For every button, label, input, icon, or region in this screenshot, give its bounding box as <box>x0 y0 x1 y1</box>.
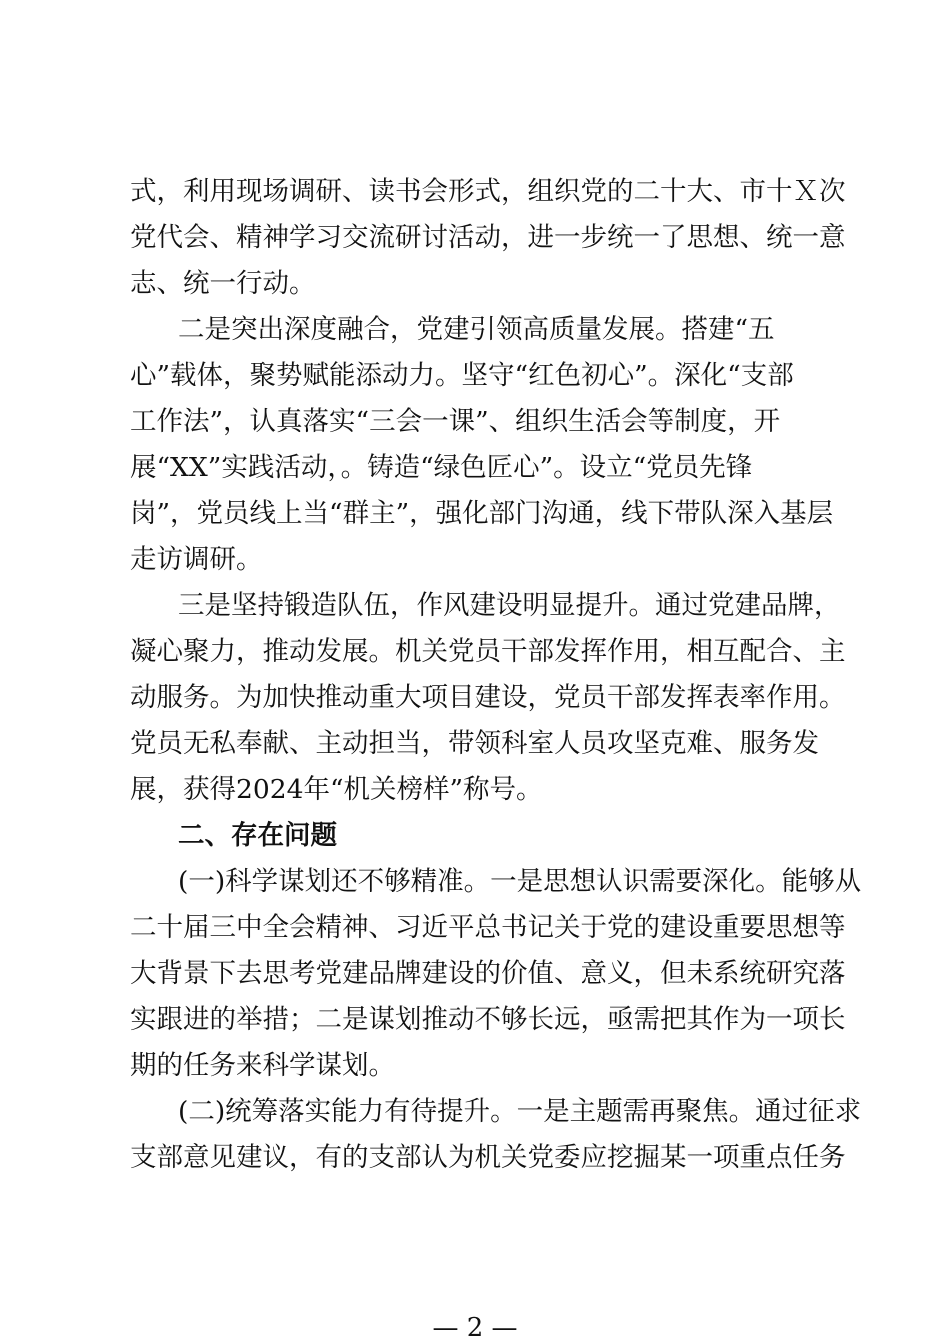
paragraph-3-line-5: 展，获得2024年“机关榜样”称号。 <box>130 774 543 805</box>
text-line-3: 志、统一行动。 <box>130 268 316 299</box>
issue-1-line-3: 大背景下去思考党建品牌建设的价值、意义，但未系统研究落 <box>130 958 846 989</box>
issue-2-line-1: (二)统筹落实能力有待提升。一是主题需再聚焦。通过征求 <box>178 1096 862 1127</box>
paragraph-3-line-2: 凝心聚力，推动发展。机关党员干部发挥作用，相互配合、主 <box>130 636 846 667</box>
paragraph-2-line-3: 工作法”，认真落实“三会一课”、组织生活会等制度，开 <box>130 406 781 437</box>
paragraph-3-line-3: 动服务。为加快推动重大项目建设，党员干部发挥表率作用。 <box>130 682 846 713</box>
issue-1-line-4: 实跟进的举措；二是谋划推动不够长远，亟需把其作为一项长 <box>130 1004 846 1035</box>
paragraph-3-line-4: 党员无私奉献、主动担当，带领科室人员攻坚克难、服务发 <box>130 728 819 759</box>
paragraph-2-line-5: 岗”，党员线上当“群主”，强化部门沟通，线下带队深入基层 <box>130 498 834 529</box>
section-heading: 二、存在问题 <box>178 820 337 851</box>
page-number: — 2 — <box>432 1313 518 1343</box>
issue-1-line-2: 二十届三中全会精神、习近平总书记关于党的建设重要思想等 <box>130 912 846 943</box>
paragraph-2-line-4: 展“XX”实践活动，。铸造“绿色匠心”。设立“党员先锋 <box>130 452 753 483</box>
text-line-1: 式，利用现场调研、读书会形式，组织党的二十大、市十Ｘ次 <box>130 176 846 207</box>
paragraph-2-line-2: 心”载体，聚势赋能添动力。坚守“红色初心”。深化“支部 <box>130 360 794 391</box>
text-line-2: 党代会、精神学习交流研讨活动，进一步统一了思想、统一意 <box>130 222 846 253</box>
issue-1-line-5: 期的任务来科学谋划。 <box>130 1050 395 1081</box>
issue-2-line-2: 支部意见建议，有的支部认为机关党委应挖掘某一项重点任务 <box>130 1142 846 1173</box>
issue-1-line-1: (一)科学谋划还不够精准。一是思想认识需要深化。能够从 <box>178 866 862 897</box>
paragraph-2-line-1: 二是突出深度融合，党建引领高质量发展。搭建“五 <box>178 314 775 345</box>
paragraph-2-line-6: 走访调研。 <box>130 544 263 575</box>
paragraph-3-line-1: 三是坚持锻造队伍，作风建设明显提升。通过党建品牌， <box>178 590 841 621</box>
